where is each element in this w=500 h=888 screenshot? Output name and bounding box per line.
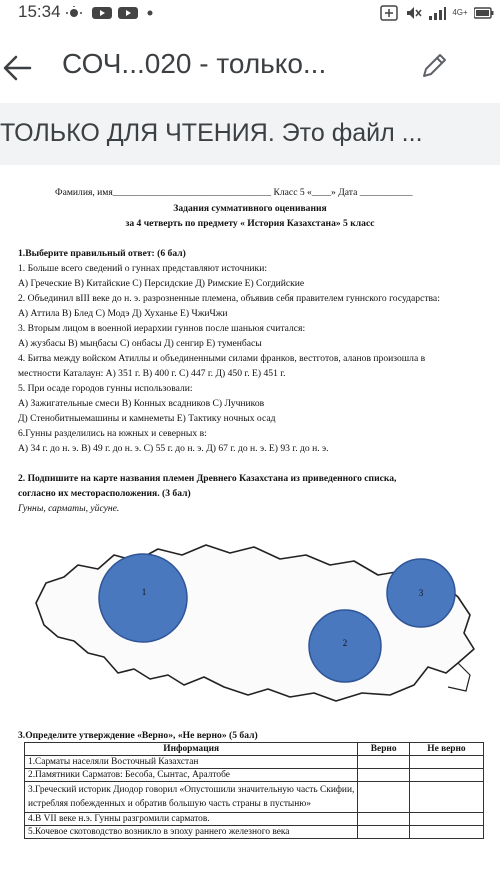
map-region-1 (99, 554, 187, 642)
doc-title-2: за 4 четверть по предмету « История Казахстана» 5 класс (125, 218, 375, 229)
table-cell-true (358, 813, 409, 826)
mute-icon (404, 6, 422, 20)
doc-title-1: Задания суммативного оценивания (173, 203, 327, 214)
question-1-2-answers: А) Аттила В) Блед С) Модэ Д) Хуханье Е) ЧжиЧжи (18, 308, 228, 319)
pencil-icon (414, 46, 454, 86)
table-cell-false (409, 826, 483, 839)
question-1-6: 6.Гунны разделились на южных и северных в: (18, 428, 207, 439)
table-header-row (25, 743, 484, 756)
question-2-list: Гунны, сарматы, уйсуне. (18, 503, 120, 514)
table-row (25, 826, 484, 839)
map-label-1: 1 (141, 587, 147, 597)
question-1-6-answers: А) 34 г. до н. э. В) 49 г. до н. э. С) 55 г. до н. э. Д) 67 г. до н. э. Е) 93 г. до н. э. (18, 443, 329, 454)
question-2-heading-2: согласно их месторасположения. (3 бал) (18, 488, 191, 499)
table-cell-statement: 3.Греческий историк Диодор говорил «Опустошили значительную часть Скифии, истребляя побежденных и обратив большую часть страны в пустыню» (25, 782, 358, 813)
question-1-5-answers-a: А) Зажигательные смеси В) Конных всадников С) Лучников (18, 398, 265, 409)
network-type: 4G+ (452, 8, 468, 17)
app-bar (0, 36, 500, 100)
youtube-icon-2 (118, 6, 138, 20)
question-1-3: 3. Вторым лицом в военной иерархии гуннов после шаньюя считался: (18, 323, 306, 334)
table-cell-true (358, 826, 409, 839)
table-header-false: Не верно (409, 743, 483, 756)
back-button[interactable] (0, 48, 40, 88)
question-1-4: 4. Битва между войском Атиллы и объединенными силами франков, вестготов, аланов произошла в (18, 353, 426, 364)
question-1-1-answers: А) Греческие В) Китайские С) Персидские Д) Римские Е) Согдийские (18, 278, 305, 289)
kazakhstan-map (18, 525, 490, 725)
weather-icon (66, 6, 86, 20)
question-1-5-answers-b: Д) Стенобитныемашины и камнеметы Е) Тактику ночных осад (18, 413, 276, 424)
table-cell-statement: 4.В VII веке н.э. Гунны разгромили сарматов. (25, 813, 358, 826)
table-header-info: Информация (25, 743, 358, 756)
table-cell-true (358, 756, 409, 769)
question-2-heading: 2. Подпишите на карте названия племен Древнего Казахстана из приведенного списка, (18, 473, 397, 484)
youtube-icon (92, 6, 112, 20)
table-header-true: Верно (358, 743, 409, 756)
question-1-3-answers: А) жузбасы В) мыңбасы С) онбасы Д) сенгир Е) туменбасы (18, 338, 262, 349)
notification-dot-icon (146, 6, 154, 20)
battery-icon (474, 6, 494, 20)
table-cell-statement: 5.Кочевое скотоводство возникло в эпоху раннего железного века (25, 826, 358, 839)
read-only-banner-text: ТОЛЬКО ДЛЯ ЧТЕНИЯ. Это файл ... (0, 119, 423, 147)
table-row (25, 769, 484, 782)
table-cell-false (409, 769, 483, 782)
question-1-5: 5. При осаде городов гунны использовали: (18, 383, 193, 394)
question-3-heading: 3.Определите утверждение «Верно», «Не верно» (5 бал) (18, 730, 258, 741)
status-time: 15:34 (18, 2, 61, 21)
table-row (25, 813, 484, 826)
map-label-2: 2 (342, 638, 348, 648)
name-line: Фамилия, имя_________________________________ Класс 5 «____» Дата ___________ (55, 187, 413, 198)
true-false-table (24, 742, 484, 839)
read-only-banner[interactable] (0, 103, 500, 165)
table-cell-true (358, 769, 409, 782)
table-cell-false (409, 813, 483, 826)
table-cell-statement: 1.Сарматы населяли Восточный Казахстан (25, 756, 358, 769)
question-1-2: 2. Объединил вIII веке до н. э. разрозненные племена, объявив себя правителем гуннского государства: (18, 293, 440, 304)
question-1-1: 1. Больше всего сведений о гуннах представляют источники: (18, 263, 267, 274)
signal-icon (428, 6, 446, 20)
document-page (0, 165, 500, 888)
table-cell-statement: 2.Памятники Сарматов: Бесоба, Сынтас, Аралтобе (25, 769, 358, 782)
alarm-icon (380, 6, 398, 20)
document-title: СОЧ...020 - только... (62, 48, 327, 79)
table-cell-false (409, 756, 483, 769)
table-cell-false (409, 782, 483, 813)
table-row (25, 782, 484, 813)
table-cell-true (358, 782, 409, 813)
status-bar (0, 0, 500, 26)
table-row (25, 756, 484, 769)
question-1-heading: 1.Выберите правильный ответ: (6 бал) (18, 248, 186, 259)
question-1-4-answers: местности Каталаун: А) 351 г. В) 400 г. С) 447 г. Д) 450 г. Е) 451 г. (18, 368, 286, 379)
back-arrow-icon (0, 48, 40, 88)
map-label-3: 3 (418, 588, 424, 598)
edit-button[interactable] (414, 46, 454, 86)
